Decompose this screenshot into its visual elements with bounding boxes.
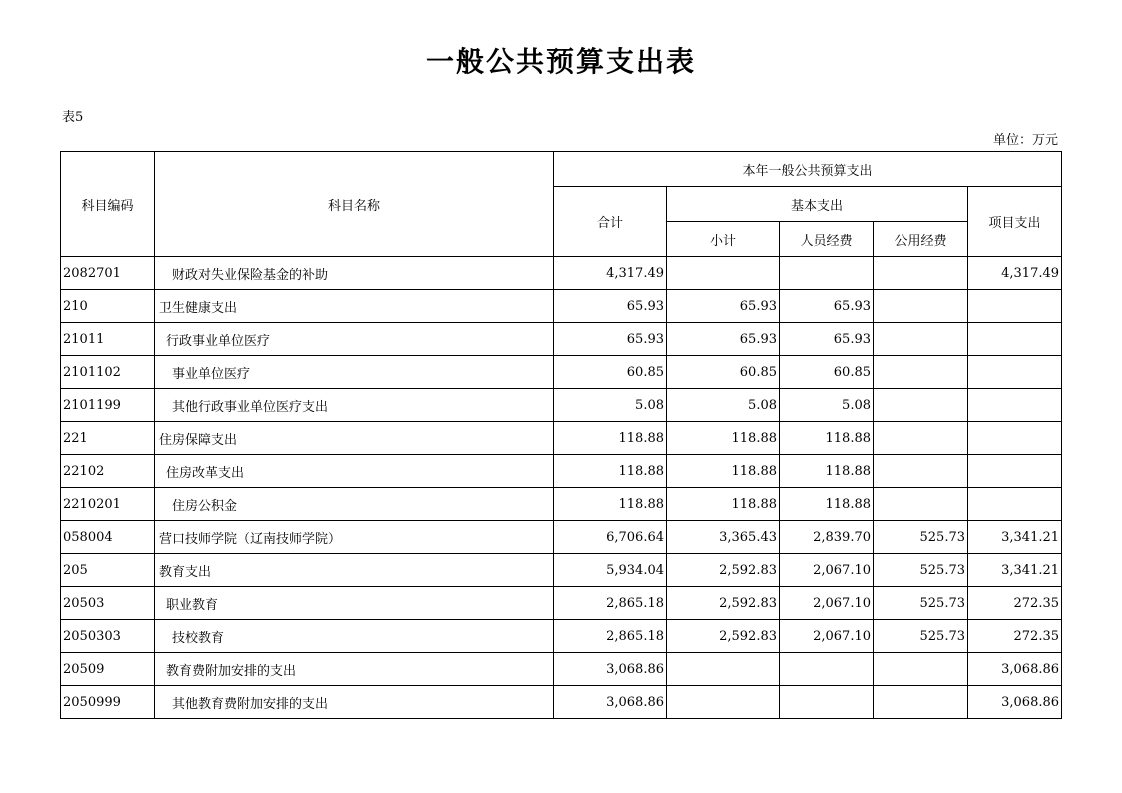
unit-label: 单位：万元 [992, 133, 1058, 148]
cell-project [968, 422, 1062, 455]
cell-total: 118.88 [554, 455, 667, 488]
table-row [61, 653, 1062, 686]
budget-table [60, 151, 1062, 719]
table-row [61, 323, 1062, 356]
table-header [61, 152, 1062, 257]
cell-name [155, 587, 554, 620]
cell-name [155, 455, 554, 488]
cell-code: 20503 [61, 587, 155, 620]
subject-name: 其他行政事业单位医疗支出 [172, 399, 329, 415]
cell-name [155, 686, 554, 719]
subject-name: 行政事业单位医疗 [166, 333, 271, 349]
subject-name: 技校教育 [172, 630, 225, 646]
subject-name: 住房公积金 [172, 498, 238, 514]
cell-personnel: 65.93 [780, 290, 874, 323]
cell-public [874, 257, 968, 290]
cell-subtotal: 118.88 [667, 488, 780, 521]
cell-subtotal: 60.85 [667, 356, 780, 389]
cell-project: 4,317.49 [968, 257, 1062, 290]
header-personnel: 人员经费 [780, 222, 874, 257]
cell-total: 5.08 [554, 389, 667, 422]
table-row [61, 488, 1062, 521]
subject-name: 教育支出 [159, 564, 212, 580]
cell-code: 2101102 [61, 356, 155, 389]
cell-code: 210 [61, 290, 155, 323]
table-row [61, 455, 1062, 488]
subject-name: 其他教育费附加安排的支出 [172, 696, 329, 712]
cell-name [155, 521, 554, 554]
cell-public: 525.73 [874, 554, 968, 587]
cell-personnel: 2,839.70 [780, 521, 874, 554]
cell-name [155, 554, 554, 587]
cell-code: 22102 [61, 455, 155, 488]
cell-total: 118.88 [554, 422, 667, 455]
cell-total: 2,865.18 [554, 620, 667, 653]
table-row [61, 290, 1062, 323]
cell-total: 2,865.18 [554, 587, 667, 620]
cell-name [155, 389, 554, 422]
cell-total: 65.93 [554, 290, 667, 323]
cell-total: 3,068.86 [554, 653, 667, 686]
table-row [61, 521, 1062, 554]
cell-subtotal: 2,592.83 [667, 620, 780, 653]
cell-personnel: 2,067.10 [780, 587, 874, 620]
subject-name: 财政对失业保险基金的补助 [172, 267, 329, 283]
cell-public [874, 389, 968, 422]
cell-project: 272.35 [968, 620, 1062, 653]
cell-personnel: 118.88 [780, 422, 874, 455]
cell-name [155, 488, 554, 521]
cell-project [968, 488, 1062, 521]
cell-personnel: 2,067.10 [780, 620, 874, 653]
table-row [61, 686, 1062, 719]
cell-total: 65.93 [554, 323, 667, 356]
header-name: 科目名称 [155, 152, 554, 257]
header-basic: 基本支出 [667, 187, 968, 222]
cell-subtotal: 2,592.83 [667, 587, 780, 620]
table-row [61, 422, 1062, 455]
cell-public [874, 290, 968, 323]
cell-public [874, 653, 968, 686]
cell-code: 221 [61, 422, 155, 455]
table-number: 表5 [62, 110, 84, 125]
cell-personnel: 65.93 [780, 323, 874, 356]
cell-name [155, 257, 554, 290]
header-group: 本年一般公共预算支出 [554, 152, 1062, 187]
cell-public: 525.73 [874, 521, 968, 554]
cell-total: 5,934.04 [554, 554, 667, 587]
cell-name [155, 422, 554, 455]
cell-project: 3,068.86 [968, 653, 1062, 686]
cell-name [155, 620, 554, 653]
cell-public [874, 356, 968, 389]
table-row [61, 389, 1062, 422]
cell-personnel [780, 257, 874, 290]
table-row [61, 587, 1062, 620]
cell-project: 3,341.21 [968, 521, 1062, 554]
header-code: 科目编码 [61, 152, 155, 257]
cell-subtotal: 118.88 [667, 455, 780, 488]
cell-personnel: 60.85 [780, 356, 874, 389]
cell-personnel [780, 686, 874, 719]
cell-subtotal: 2,592.83 [667, 554, 780, 587]
header-public: 公用经费 [874, 222, 968, 257]
cell-name [155, 290, 554, 323]
cell-project [968, 323, 1062, 356]
cell-total: 6,706.64 [554, 521, 667, 554]
table-row [61, 257, 1062, 290]
cell-total: 60.85 [554, 356, 667, 389]
table-row [61, 620, 1062, 653]
header-subtotal: 小计 [667, 222, 780, 257]
cell-total: 4,317.49 [554, 257, 667, 290]
cell-code: 2210201 [61, 488, 155, 521]
table-body [61, 257, 1062, 719]
cell-personnel: 118.88 [780, 488, 874, 521]
cell-name [155, 356, 554, 389]
cell-code: 205 [61, 554, 155, 587]
cell-public [874, 422, 968, 455]
cell-project [968, 455, 1062, 488]
cell-personnel: 2,067.10 [780, 554, 874, 587]
cell-code: 2050303 [61, 620, 155, 653]
cell-subtotal: 3,365.43 [667, 521, 780, 554]
cell-personnel [780, 653, 874, 686]
cell-name [155, 323, 554, 356]
cell-personnel: 118.88 [780, 455, 874, 488]
subject-name: 住房保障支出 [159, 432, 238, 448]
cell-subtotal [667, 686, 780, 719]
cell-code: 21011 [61, 323, 155, 356]
cell-public [874, 686, 968, 719]
cell-code: 20509 [61, 653, 155, 686]
cell-code: 2050999 [61, 686, 155, 719]
table-row [61, 356, 1062, 389]
cell-name [155, 653, 554, 686]
subject-name: 卫生健康支出 [159, 300, 238, 316]
subject-name: 住房改革支出 [166, 465, 245, 481]
cell-public: 525.73 [874, 587, 968, 620]
cell-project: 3,068.86 [968, 686, 1062, 719]
cell-project [968, 356, 1062, 389]
cell-public: 525.73 [874, 620, 968, 653]
cell-subtotal: 5.08 [667, 389, 780, 422]
cell-public [874, 488, 968, 521]
header-project: 项目支出 [968, 187, 1062, 257]
cell-code: 2101199 [61, 389, 155, 422]
page-title: 一般公共预算支出表 [425, 45, 696, 78]
subject-name: 事业单位医疗 [172, 366, 251, 382]
subject-name: 教育费附加安排的支出 [166, 663, 297, 679]
cell-project: 3,341.21 [968, 554, 1062, 587]
cell-project [968, 389, 1062, 422]
cell-subtotal [667, 653, 780, 686]
cell-code: 058004 [61, 521, 155, 554]
subject-name: 职业教育 [166, 597, 219, 613]
cell-personnel: 5.08 [780, 389, 874, 422]
cell-project: 272.35 [968, 587, 1062, 620]
cell-subtotal: 65.93 [667, 290, 780, 323]
cell-subtotal: 65.93 [667, 323, 780, 356]
table-row [61, 554, 1062, 587]
cell-total: 3,068.86 [554, 686, 667, 719]
cell-project [968, 290, 1062, 323]
header-total: 合计 [554, 187, 667, 257]
cell-public [874, 323, 968, 356]
cell-total: 118.88 [554, 488, 667, 521]
cell-subtotal [667, 257, 780, 290]
cell-code: 2082701 [61, 257, 155, 290]
subject-name: 营口技师学院（辽南技师学院） [159, 531, 342, 547]
cell-public [874, 455, 968, 488]
cell-subtotal: 118.88 [667, 422, 780, 455]
